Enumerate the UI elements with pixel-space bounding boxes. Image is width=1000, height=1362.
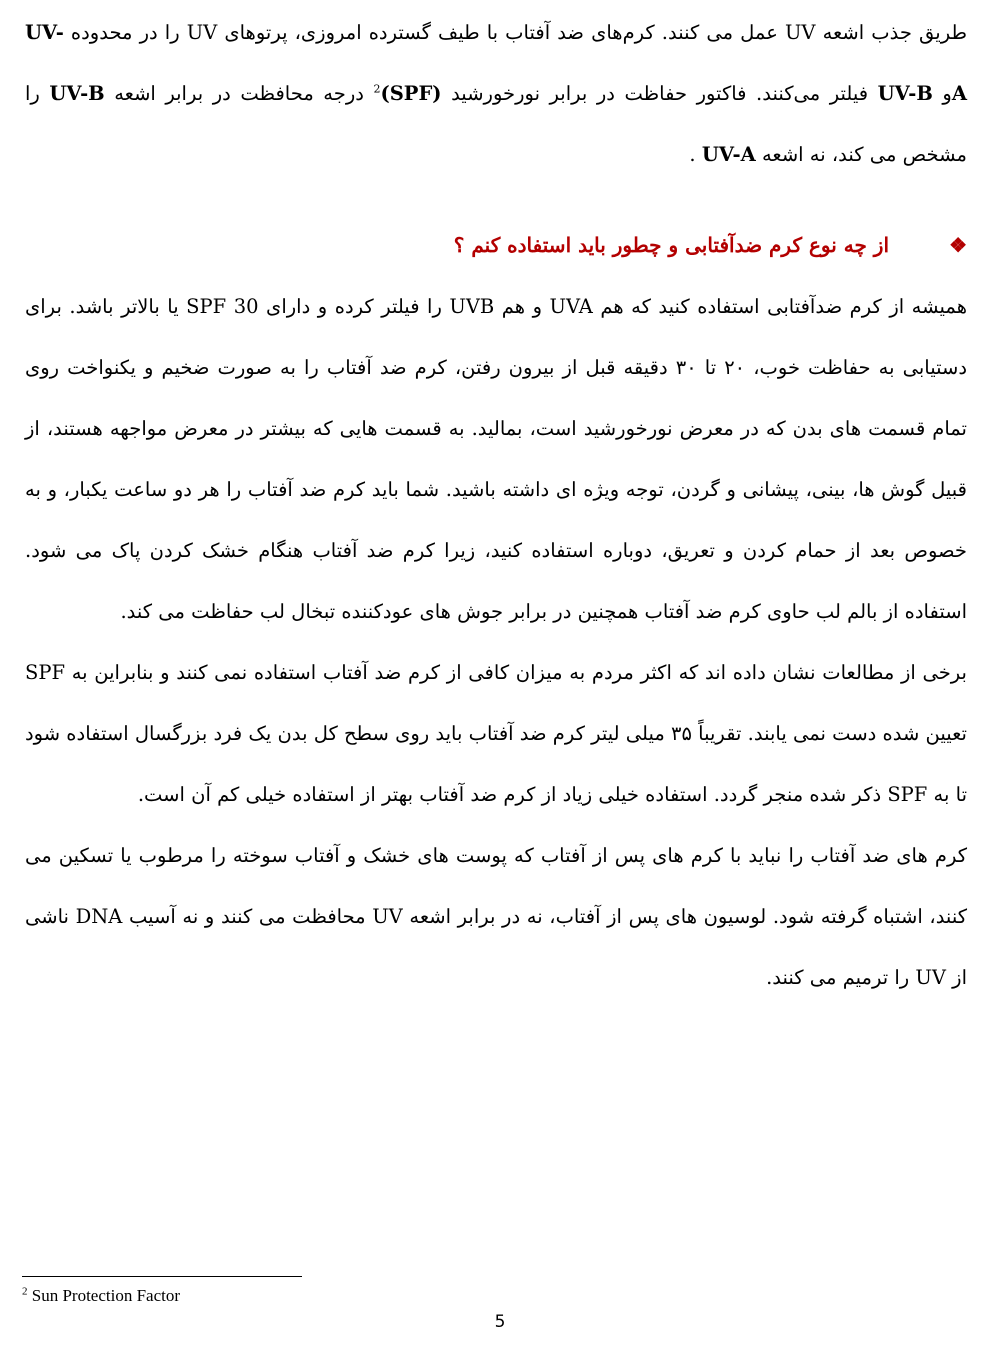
footnote-reference[interactable]: 2 <box>373 82 381 96</box>
section-heading-text: از چه نوع کرم ضدآفتابی و چطور باید استفاده کنم ؟ <box>453 233 889 257</box>
paragraph-studies: برخی از مطالعات نشان داده اند که اکثر مردم به میزان کافی از کرم ضد آفتاب استفاده نمی کنند و بنابراین به SPF تعیین شده دست نمی یابند. تقریباً ۳۵ میلی لیتر کرم ضد آفتاب باید روی سطح کل بدن یک فرد بزرگسال استفاده شود تا به SPF ذکر شده منجر گردد. استفاده خیلی زیاد از کرم ضد آفتاب بهتر از استفاده خیلی کم آن است. <box>25 661 967 806</box>
footnote-separator <box>22 1276 302 1277</box>
term-uva-2: UV-A <box>701 143 756 166</box>
intro-text-3: درجه محافظت در برابر اشعه <box>104 82 374 105</box>
body-text <box>25 0 967 1008</box>
paragraph-aftersun: کرم های ضد آفتاب را نباید با کرم های پس از آفتاب که پوست های خشک و آفتاب سوخته را مرطوب یا تسکین می کنند، اشتباه گرفته شود. لوسیون های پس از آفتاب، نه در برابر اشعه UV محافظت می کنند و نه آسیب DNA ناشی از UV را ترمیم می کنند. <box>25 844 967 989</box>
intro-text-2: فیلتر می‌کنند. فاکتور حفاظت در برابر نورخورشید <box>441 82 878 105</box>
term-uvb-2: UV-B <box>49 82 105 105</box>
term-uvb: UV-B <box>877 82 933 105</box>
footnote-number: 2 <box>22 1285 28 1298</box>
intro-paragraph <box>25 2 967 185</box>
footnote <box>22 1284 180 1308</box>
intro-text-5: . <box>689 143 702 166</box>
paragraph-usage: همیشه از کرم ضدآفتابی استفاده کنید که هم UVA و هم UVB را فیلتر کرده و دارای SPF 30 یا بالاتر باشد. برای دستیابی به حفاظت خوب، ۲۰ تا ۳۰ دقیقه قبل از بیرون رفتن، کرم ضد آفتاب را به صورت ضخیم و یکنواخت روی تمام قسمت های بدن که در معرض نورخورشید است، بمالید. به قسمت هایی که بیشتر در معرض مواجهه هستند، از قبیل گوش ها، بینی، پیشانی و گردن، توجه ویژه ای داشته باشید. شما باید کرم ضد آفتاب را هر دو ساعت یکبار، و به خصوص بعد از حمام کردن و تعریق، دوباره استفاده کنید، زیرا کرم ضد آفتاب هنگام خشک کردن پاک می شود. استفاده از بالم لب حاوی کرم ضد آفتاب همچنین در برابر جوش های عودکننده تبخال لب حفاظت می کند. <box>25 295 968 623</box>
page-number: 5 <box>494 1312 506 1332</box>
intro-and: و <box>932 82 952 105</box>
section-heading <box>25 215 967 276</box>
footnote-text: Sun Protection Factor <box>27 1286 181 1305</box>
term-uva: UV-A <box>25 21 967 105</box>
intro-text-1: طریق جذب اشعه UV عمل می کنند. کرم‌های ضد آفتاب با طیف گسترده امروزی، پرتوهای UV را در محدوده <box>63 21 967 44</box>
intro-text-4: را مشخص می کند، نه اشعه <box>25 82 967 166</box>
term-spf: (SPF) <box>380 82 442 105</box>
bullet-diamond-icon: ❖ <box>949 233 967 257</box>
